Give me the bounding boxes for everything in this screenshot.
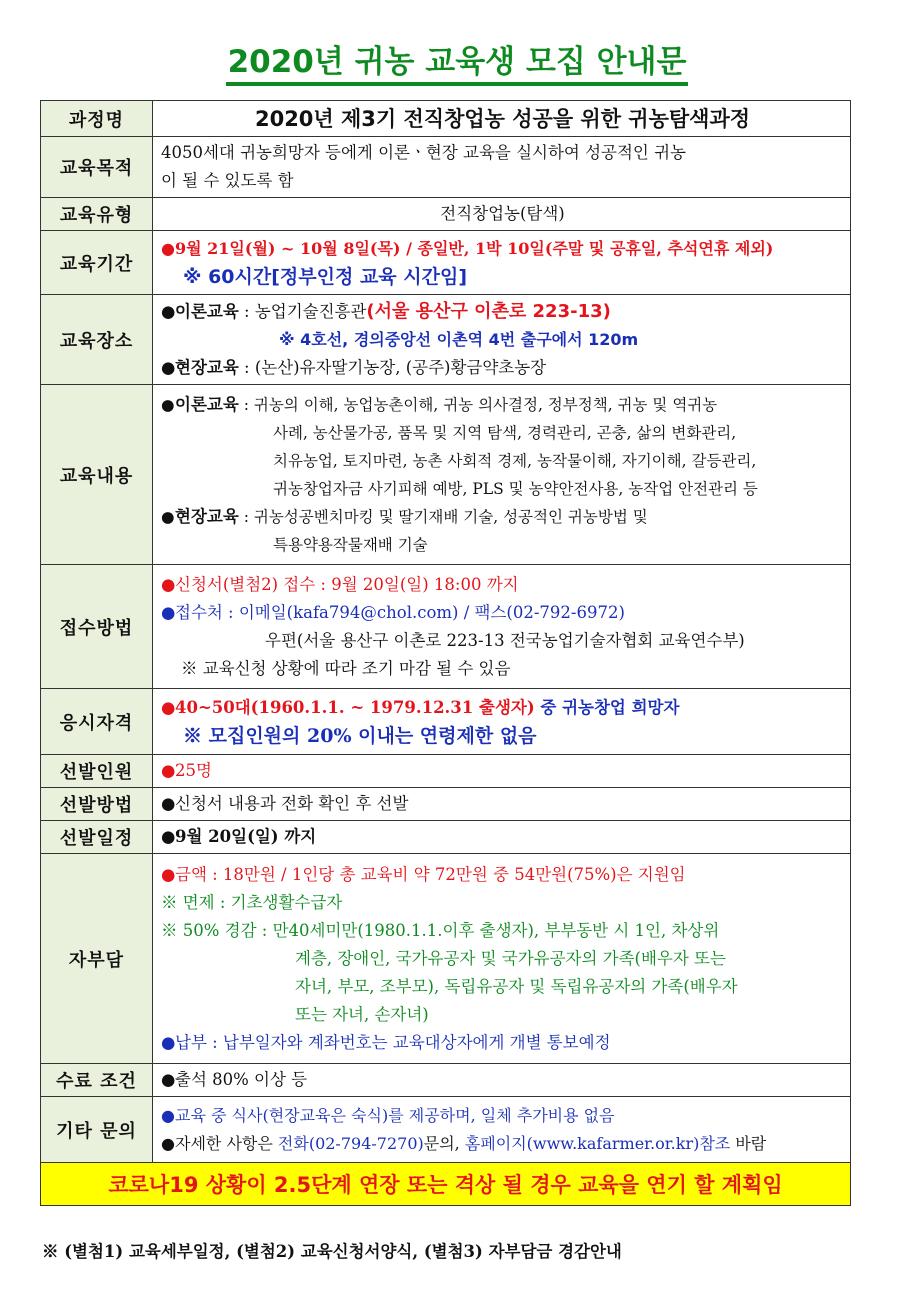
row-purpose: [41, 137, 851, 198]
page-title: [0, 36, 914, 81]
apply-line-1: 신청서(별첨2) 접수 : 9월 20일(일) 18:00 까지: [175, 574, 519, 594]
cost-line-4: 계층, 장애인, 국가유공자 및 국가유공자의 가족(배우자 또는: [295, 948, 726, 968]
date-cell: [153, 821, 851, 854]
bullet-icon: ●: [161, 1105, 175, 1125]
content-theory-head: 이론교육: [175, 394, 239, 414]
label-period: 교육기간: [41, 231, 153, 295]
row-completion: [41, 1064, 851, 1097]
row-method: [41, 788, 851, 821]
count-value: 25명: [175, 761, 212, 780]
label-place: 교육장소: [41, 295, 153, 385]
covid-banner: 코로나19 상황이 2.5단계 연장 또는 격상 될 경우 교육을 연기 할 계획임: [41, 1163, 851, 1206]
bullet-icon: ●: [161, 761, 176, 780]
label-purpose: 교육목적: [41, 137, 153, 198]
content-field-line-1: : 귀농성공벤치마킹 및 딸기재배 기술, 성공적인 귀농방법 및: [243, 507, 648, 526]
bullet-icon: ●: [161, 357, 176, 377]
cost-line-2: ※ 면제 : 기초생활수급자: [161, 892, 343, 912]
label-type: 교육유형: [41, 198, 153, 231]
etc-line-2a: 자세한 사항은: [175, 1133, 278, 1153]
etc-cell: [153, 1097, 851, 1163]
place-field-text: : (논산)유자딸기농장, (공주)황금약초농장: [244, 357, 547, 377]
label-count: 선발인원: [41, 755, 153, 788]
page-title-text: 2020년 귀농 교육생 모집 안내문: [226, 44, 689, 86]
bullet-icon: ●: [161, 238, 175, 258]
label-apply: 접수방법: [41, 565, 153, 689]
content-field-head: 현장교육: [175, 506, 239, 526]
row-content: [41, 385, 851, 565]
eligibility-age: 40~50대(1960.1.1. ~ 1979.12.31 출생자): [175, 697, 535, 717]
bullet-icon: ●: [161, 301, 176, 321]
method-value: 신청서 내용과 전화 확인 후 선발: [175, 794, 409, 813]
etc-line-2e: 참조: [699, 1133, 731, 1153]
label-completion: 수료 조건: [41, 1064, 153, 1097]
label-cost: 자부담: [41, 854, 153, 1064]
bullet-icon: ●: [161, 574, 176, 594]
place-theory-note: ※ 4호선, 경의중앙선 이촌역 4번 출구에서 120m: [279, 329, 639, 349]
place-field-head: 현장교육: [175, 357, 239, 377]
content-theory-line-4: 귀농창업자금 사기피해 예방, PLS 및 농약안전사용, 농작업 안전관리 등: [273, 479, 758, 498]
purpose-line-2: 이 될 수 있도록 함: [161, 171, 294, 190]
cost-line-5: 자녀, 부모, 조부모), 독립유공자 및 독립유공자의 가족(배우자: [295, 976, 738, 996]
cost-cell: [153, 854, 851, 1064]
row-period: [41, 231, 851, 295]
method-cell: [153, 788, 851, 821]
attachment-footnote: ※ (별첨1) 교육세부일정, (별첨2) 교육신청서양식, (별첨3) 자부담금 경감안내: [42, 1242, 622, 1261]
purpose-line-1: 4050세대 귀농희망자 등에게 이론ㆍ현장 교육을 실시하여 성공적인 귀농: [161, 143, 686, 162]
completion-cell: [153, 1064, 851, 1097]
place-theory-address: (서울 용산구 이촌로 223-13): [366, 300, 611, 322]
etc-homepage: 홈페이지(www.kafarmer.or.kr): [464, 1133, 700, 1153]
bullet-icon: ●: [161, 507, 175, 526]
row-cost: [41, 854, 851, 1064]
apply-line-3: 우편(서울 용산구 이촌로 223-13 전국농업기술자협회 교육연수부): [265, 630, 745, 650]
content-theory-line-1: : 귀농의 이해, 농업농촌이해, 귀농 의사결정, 정부정책, 귀농 및 역귀농: [243, 395, 718, 414]
content-cell: [153, 385, 851, 565]
content-theory-line-2: 사례, 농산물가공, 품목 및 지역 탐색, 경력관리, 곤충, 삶의 변화관리,: [273, 423, 737, 442]
row-date: [41, 821, 851, 854]
label-eligibility: 응시자격: [41, 689, 153, 755]
eligibility-cell: [153, 689, 851, 755]
apply-line-2: 접수처 : 이메일(kafa794@chol.com) / 팩스(02-792-6972): [175, 602, 625, 622]
row-type: [41, 198, 851, 231]
etc-line-2f: 바람: [730, 1133, 767, 1153]
type-value: 전직창업농(탐색): [153, 198, 851, 231]
place-theory-text: : 농업기술진흥관: [244, 301, 367, 321]
bullet-icon: ●: [161, 794, 176, 813]
course-name: 2020년 제3기 전직창업농 성공을 위한 귀농탐색과정: [153, 101, 851, 137]
completion-value: 출석 80% 이상 등: [175, 1070, 308, 1089]
cost-line-6: 또는 자녀, 손자녀): [295, 1004, 429, 1024]
bullet-icon: ●: [161, 697, 176, 717]
bullet-icon: ●: [161, 1070, 176, 1089]
row-eligibility: [41, 689, 851, 755]
label-content: 교육내용: [41, 385, 153, 565]
eligibility-desc: 중 귀농창업 희망자: [534, 697, 680, 717]
label-method: 선발방법: [41, 788, 153, 821]
count-cell: [153, 755, 851, 788]
place-cell: [153, 295, 851, 385]
bullet-icon: ●: [161, 864, 176, 884]
label-course: 과정명: [41, 101, 153, 137]
cost-line-1: 금액 : 18만원 / 1인당 총 교육비 약 72만원 중 54만원(75%)은 지원임: [175, 864, 686, 884]
content-theory-line-3: 치유농업, 토지마련, 농촌 사회적 경제, 농작물이해, 자기이해, 갈등관리,: [273, 451, 757, 470]
cost-line-7: 납부 : 납부일자와 계좌번호는 교육대상자에게 개별 통보예정: [175, 1032, 611, 1052]
etc-line-1: 교육 중 식사(현장교육은 숙식)를 제공하며, 일체 추가비용 없음: [175, 1105, 615, 1125]
row-etc: [41, 1097, 851, 1163]
info-table: [40, 100, 851, 1206]
bullet-icon: ●: [161, 395, 175, 414]
etc-phone: 전화(02-794-7270): [277, 1133, 424, 1153]
apply-cell: [153, 565, 851, 689]
eligibility-note: ※ 모집인원의 20% 이내는 연령제한 없음: [183, 724, 537, 747]
row-banner: [41, 1163, 851, 1206]
bullet-icon: ●: [161, 827, 176, 846]
bullet-icon: ●: [161, 1032, 176, 1052]
bullet-icon: ●: [161, 1133, 175, 1153]
row-course: [41, 101, 851, 137]
label-date: 선발일정: [41, 821, 153, 854]
period-cell: [153, 231, 851, 295]
period-line-2: ※ 60시간[정부인정 교육 시간임]: [183, 265, 468, 288]
cost-line-3: ※ 50% 경감 : 만40세미만(1980.1.1.이후 출생자), 부부동반 시 1인, 차상위: [161, 920, 720, 940]
row-place: [41, 295, 851, 385]
date-value: 9월 20일(일) 까지: [175, 827, 317, 846]
bullet-icon: ●: [161, 602, 176, 622]
content-field-line-2: 특용약용작물재배 기술: [273, 535, 428, 554]
period-line-1: 9월 21일(월) ~ 10월 8일(목) / 종일반, 1박 10일(주말 및 공휴일, 추석연휴 제외): [175, 238, 774, 258]
purpose-cell: [153, 137, 851, 198]
row-apply: [41, 565, 851, 689]
etc-line-2c: 문의,: [423, 1133, 465, 1153]
row-count: [41, 755, 851, 788]
label-etc: 기타 문의: [41, 1097, 153, 1163]
place-theory-head: 이론교육: [175, 301, 239, 321]
apply-line-4: ※ 교육신청 상황에 따라 조기 마감 될 수 있음: [181, 658, 511, 678]
